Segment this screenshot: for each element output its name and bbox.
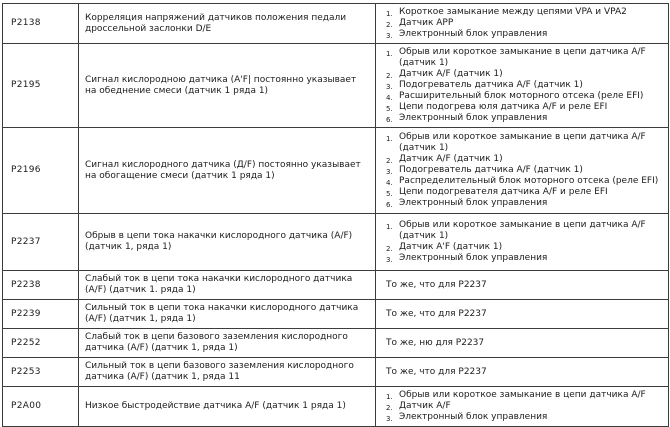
dtc-table [2, 3, 669, 427]
table-row [3, 128, 669, 214]
dtc-causes [376, 271, 669, 300]
dtc-description: Обрыв в цепи тока накачки кислородного датчика (A/F) (датчик 1, ряда 1) [79, 214, 376, 271]
dtc-code: P2253 [3, 358, 79, 387]
dtc-causes [376, 128, 669, 214]
dtc-causes [376, 300, 669, 329]
table-row [3, 44, 669, 128]
cause-item: Электронный блок управления [399, 412, 548, 422]
cause-item: Распределительный блок моторного отсека (реле EFI) [399, 176, 659, 186]
table-row [3, 329, 669, 358]
cause-item: Датчик APP [399, 18, 454, 28]
table-row [3, 271, 669, 300]
table-row [3, 387, 669, 427]
dtc-description: Сигнал кислородного датчика (Д/F) постоянно указывает на обогащение смеси (датчик 1 ряда 1) [79, 128, 376, 214]
dtc-description: Сильный ток в цепи тока накачки кислородного датчика (A/F) (датчик 1, ряда 1) [79, 300, 376, 329]
cause-item: Обрыв или короткое замыкание в цепи датчика A/F [399, 390, 646, 400]
cause-item: Электронный блок управления [399, 253, 548, 263]
cause-item: Обрыв или короткое замыкание в цепи датчика A/F (датчик 1) [399, 220, 646, 241]
cause-item: Обрыв или короткое замыкание в цепи датчика A/F (датчик 1) [399, 47, 646, 68]
causes-list [386, 7, 662, 40]
dtc-causes [376, 358, 669, 387]
dtc-code: P2196 [3, 128, 79, 214]
cause-item: Обрыв или короткое замыкание в цепи датчика A/F (датчик 1) [399, 132, 646, 153]
dtc-description: Слабый ток в цепи базового заземления кислородного датчика (A/F) (датчик 1, ряда 1) [79, 329, 376, 358]
dtc-code: P2A00 [3, 387, 79, 427]
cause-item: Подогреватель датчика A/F (датчик 1) [399, 165, 583, 175]
dtc-causes [376, 387, 669, 427]
cause-item: Датчик A/F (датчик 1) [399, 154, 503, 164]
cause-item: Расширительный блок моторного отсека (реле EFI) [399, 91, 644, 101]
causes-note: То же, ню для P2237 [386, 337, 485, 348]
dtc-description: Слабый ток в цепи тока накачки кислородного датчика (A/F) (датчик 1. ряда 1) [79, 271, 376, 300]
dtc-causes [376, 329, 669, 358]
cause-item: Подогреватель датчика A/F (датчик 1) [399, 80, 583, 90]
causes-note: То же, что для P2237 [386, 308, 487, 319]
dtc-causes [376, 214, 669, 271]
table-row [3, 300, 669, 329]
cause-item: Короткое замыкание между цепями VPA и VPA2 [399, 7, 627, 17]
causes-list [386, 390, 662, 423]
cause-item: Датчик A'F (датчик 1) [399, 242, 503, 252]
table-row [3, 214, 669, 271]
cause-item: Цепи подогрева юля датчика A/F и реле EFI [399, 102, 608, 112]
dtc-code: P2195 [3, 44, 79, 128]
causes-note: То же, что для P2237 [386, 279, 487, 290]
dtc-causes [376, 4, 669, 44]
causes-list [386, 47, 662, 124]
dtc-description: Низкое быстродействие датчика A/F (датчик 1 ряда 1) [79, 387, 376, 427]
dtc-code: P2238 [3, 271, 79, 300]
dtc-description: Сильный ток в цепи базового заземления кислородного датчика (A/F) (датчик 1, ряда 11 [79, 358, 376, 387]
dtc-code: P2138 [3, 4, 79, 44]
cause-item: Датчик A/F (датчик 1) [399, 69, 503, 79]
cause-item: Цепи подогревателя датчика A/F и реле EFI [399, 187, 608, 197]
dtc-description: Корреляция напряжений датчиков положения педали дроссельной заслонки D/E [79, 4, 376, 44]
causes-list [386, 220, 662, 264]
dtc-causes [376, 44, 669, 128]
dtc-code: P2237 [3, 214, 79, 271]
cause-item: Электронный блок управления [399, 198, 548, 208]
cause-item: Электронный блок управления [399, 29, 548, 39]
table-row [3, 358, 669, 387]
causes-list [386, 132, 662, 209]
dtc-table-body [3, 4, 669, 427]
cause-item: Электронный блок управления [399, 113, 548, 123]
cause-item: Датчик A/F [399, 401, 451, 411]
dtc-code: P2252 [3, 329, 79, 358]
table-row [3, 4, 669, 44]
causes-note: То же, что для P2237 [386, 366, 487, 377]
dtc-description: Сигнал кислородною датчика (A'F| постоянно указывает на обеднение смеси (датчик 1 ряда 1) [79, 44, 376, 128]
dtc-code: P2239 [3, 300, 79, 329]
